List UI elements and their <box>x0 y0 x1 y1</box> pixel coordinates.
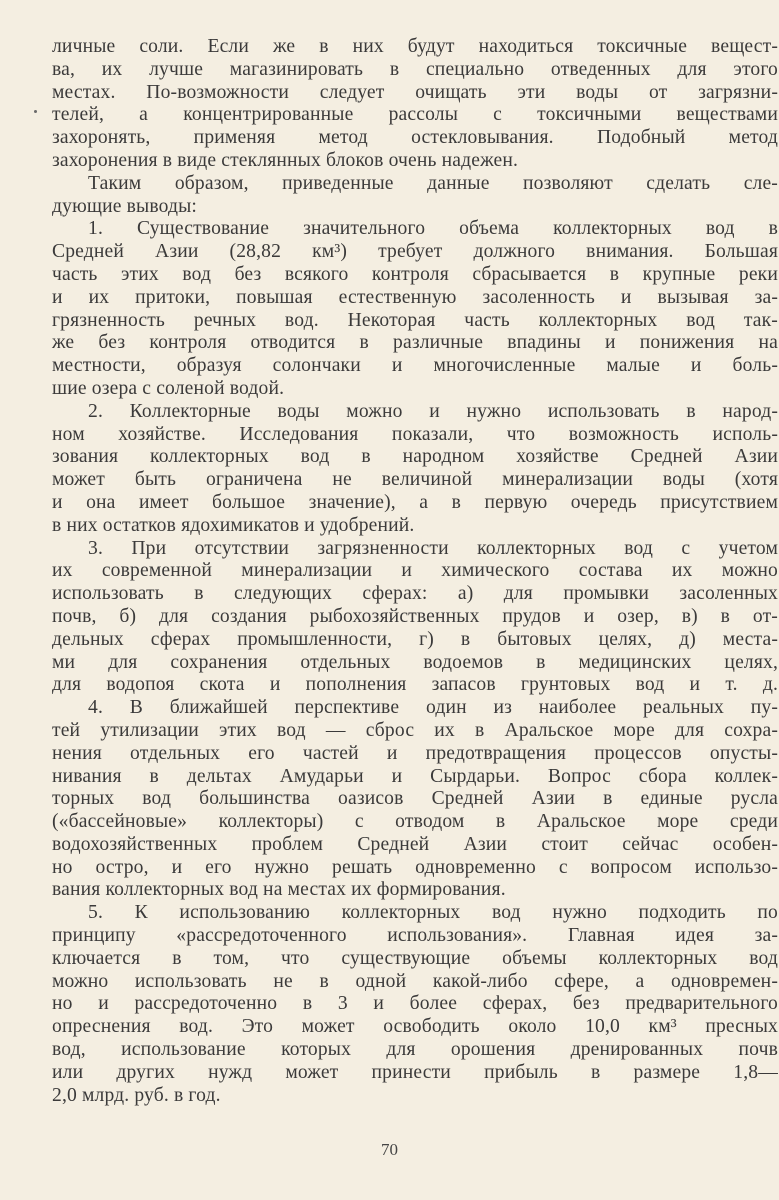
text-line: зования коллекторных вод в народном хозяйстве Средней Азии <box>52 446 778 468</box>
paragraph-start-line: 3. При отсутствии загрязненности коллекторных вод с учетом <box>88 537 778 559</box>
text-line: использовать в следующих сферах: а) для промывки засоленных <box>52 583 778 605</box>
text-line: водохозяйственных проблем Средней Азии стоит сейчас особен- <box>52 833 778 855</box>
text-line: захоронения в виде стеклянных блоков очень надежен. <box>52 149 519 171</box>
text-line: но остро, и его нужно решать одновременно с вопросом использо- <box>52 856 778 878</box>
text-line: их современной минерализации и химического состава их можно <box>52 560 778 582</box>
text-line: местах. По-возможности следует очищать эти воды от загрязни- <box>52 81 778 103</box>
text-line: захоронять, применяя метод остекловывания. Подобный метод <box>52 127 778 149</box>
text-line: опреснения вод. Это может освободить около 10,0 км³ пресных <box>52 1016 778 1038</box>
text-line: вод, использование которых для орошения дренированных почв <box>52 1039 778 1061</box>
paragraph-start-line: Таким образом, приведенные данные позволяют сделать сле- <box>88 172 778 194</box>
text-line: часть этих вод без всякого контроля сбрасывается в крупные реки <box>52 263 778 285</box>
text-line: ва, их лучше магазинировать в специально отведенных для этого <box>52 58 778 80</box>
text-line: дельных сферах промышленности, г) в бытовых целях, д) места- <box>52 628 778 650</box>
text-line: в них остатков ядохимикатов и удобрений. <box>52 514 415 536</box>
text-line: ном хозяйстве. Исследования показали, что возможность исполь- <box>52 423 778 445</box>
paragraph-start-line: 2. Коллекторные воды можно и нужно использовать в народ- <box>88 400 778 422</box>
text-line: местности, образуя солончаки и многочисленные малые и боль- <box>52 355 778 377</box>
paragraph-start-line: 1. Существование значительного объема коллекторных вод в <box>88 218 778 240</box>
text-line: же без контроля отводится в различные впадины и понижения на <box>52 332 778 354</box>
paragraph-start-line: 4. В ближайшей перспективе один из наиболее реальных пу- <box>88 697 778 719</box>
text-line: шие озера с соленой водой. <box>52 377 285 399</box>
text-line: можно использовать не в одной какой-либо сфере, а одновремен- <box>52 970 778 992</box>
text-line: и их притоки, повышая естественную засоленность и вызывая за- <box>52 286 778 308</box>
text-line: («бассейновые» коллекторы) с отводом в Аральское море среди <box>52 811 778 833</box>
text-line: телей, а концентрированные рассолы с токсичными веществами <box>52 104 778 126</box>
text-line: нения отдельных его частей и предотвращения процессов опусты- <box>52 742 778 764</box>
text-line: и она имеет большое значение), а в первую очередь присутствием <box>52 491 778 513</box>
text-line: личные соли. Если же в них будут находиться токсичные вещест- <box>52 36 778 57</box>
text-line: нивания в дельтах Амударьи и Сырдарьи. Вопрос сбора коллек- <box>52 765 778 787</box>
print-speck <box>34 110 37 113</box>
paragraph-start-line: 5. К использованию коллекторных вод нужно подходить по <box>88 902 778 924</box>
text-line: тей утилизации этих вод — сброс их в Аральское море для сохра- <box>52 719 778 741</box>
text-line: может быть ограничена не величиной минерализации воды (хотя <box>52 469 778 491</box>
text-line: но и рассредоточенно в 3 и более сферах, без предварительного <box>52 993 778 1015</box>
text-line: для водопоя скота и пополнения запасов грунтовых вод и т. д. <box>52 674 778 696</box>
text-line: дующие выводы: <box>52 195 198 217</box>
text-line: торных вод большинства оазисов Средней Азии в единые русла <box>52 788 778 810</box>
text-line: или других нужд может принести прибыль в размере 1,8— <box>52 1061 778 1083</box>
body-text <box>52 36 778 1107</box>
text-line: принципу «рассредоточенного использования». Главная идея за- <box>52 925 778 947</box>
text-line: ключается в том, что существующие объемы коллекторных вод <box>52 947 778 969</box>
text-line: грязненность речных вод. Некоторая часть коллекторных вод так- <box>52 309 778 331</box>
text-line: 2,0 млрд. руб. в год. <box>52 1084 221 1106</box>
page-number: 70 <box>381 1140 398 1159</box>
text-line: вания коллекторных вод на местах их формирования. <box>52 879 506 901</box>
text-line: почв, б) для создания рыбохозяйственных прудов и озер, в) в от- <box>52 605 778 627</box>
text-line: Средней Азии (28,82 км³) требует должного внимания. Большая <box>52 241 778 263</box>
text-line: ми для сохранения отдельных водоемов в медицинских целях, <box>52 651 778 673</box>
